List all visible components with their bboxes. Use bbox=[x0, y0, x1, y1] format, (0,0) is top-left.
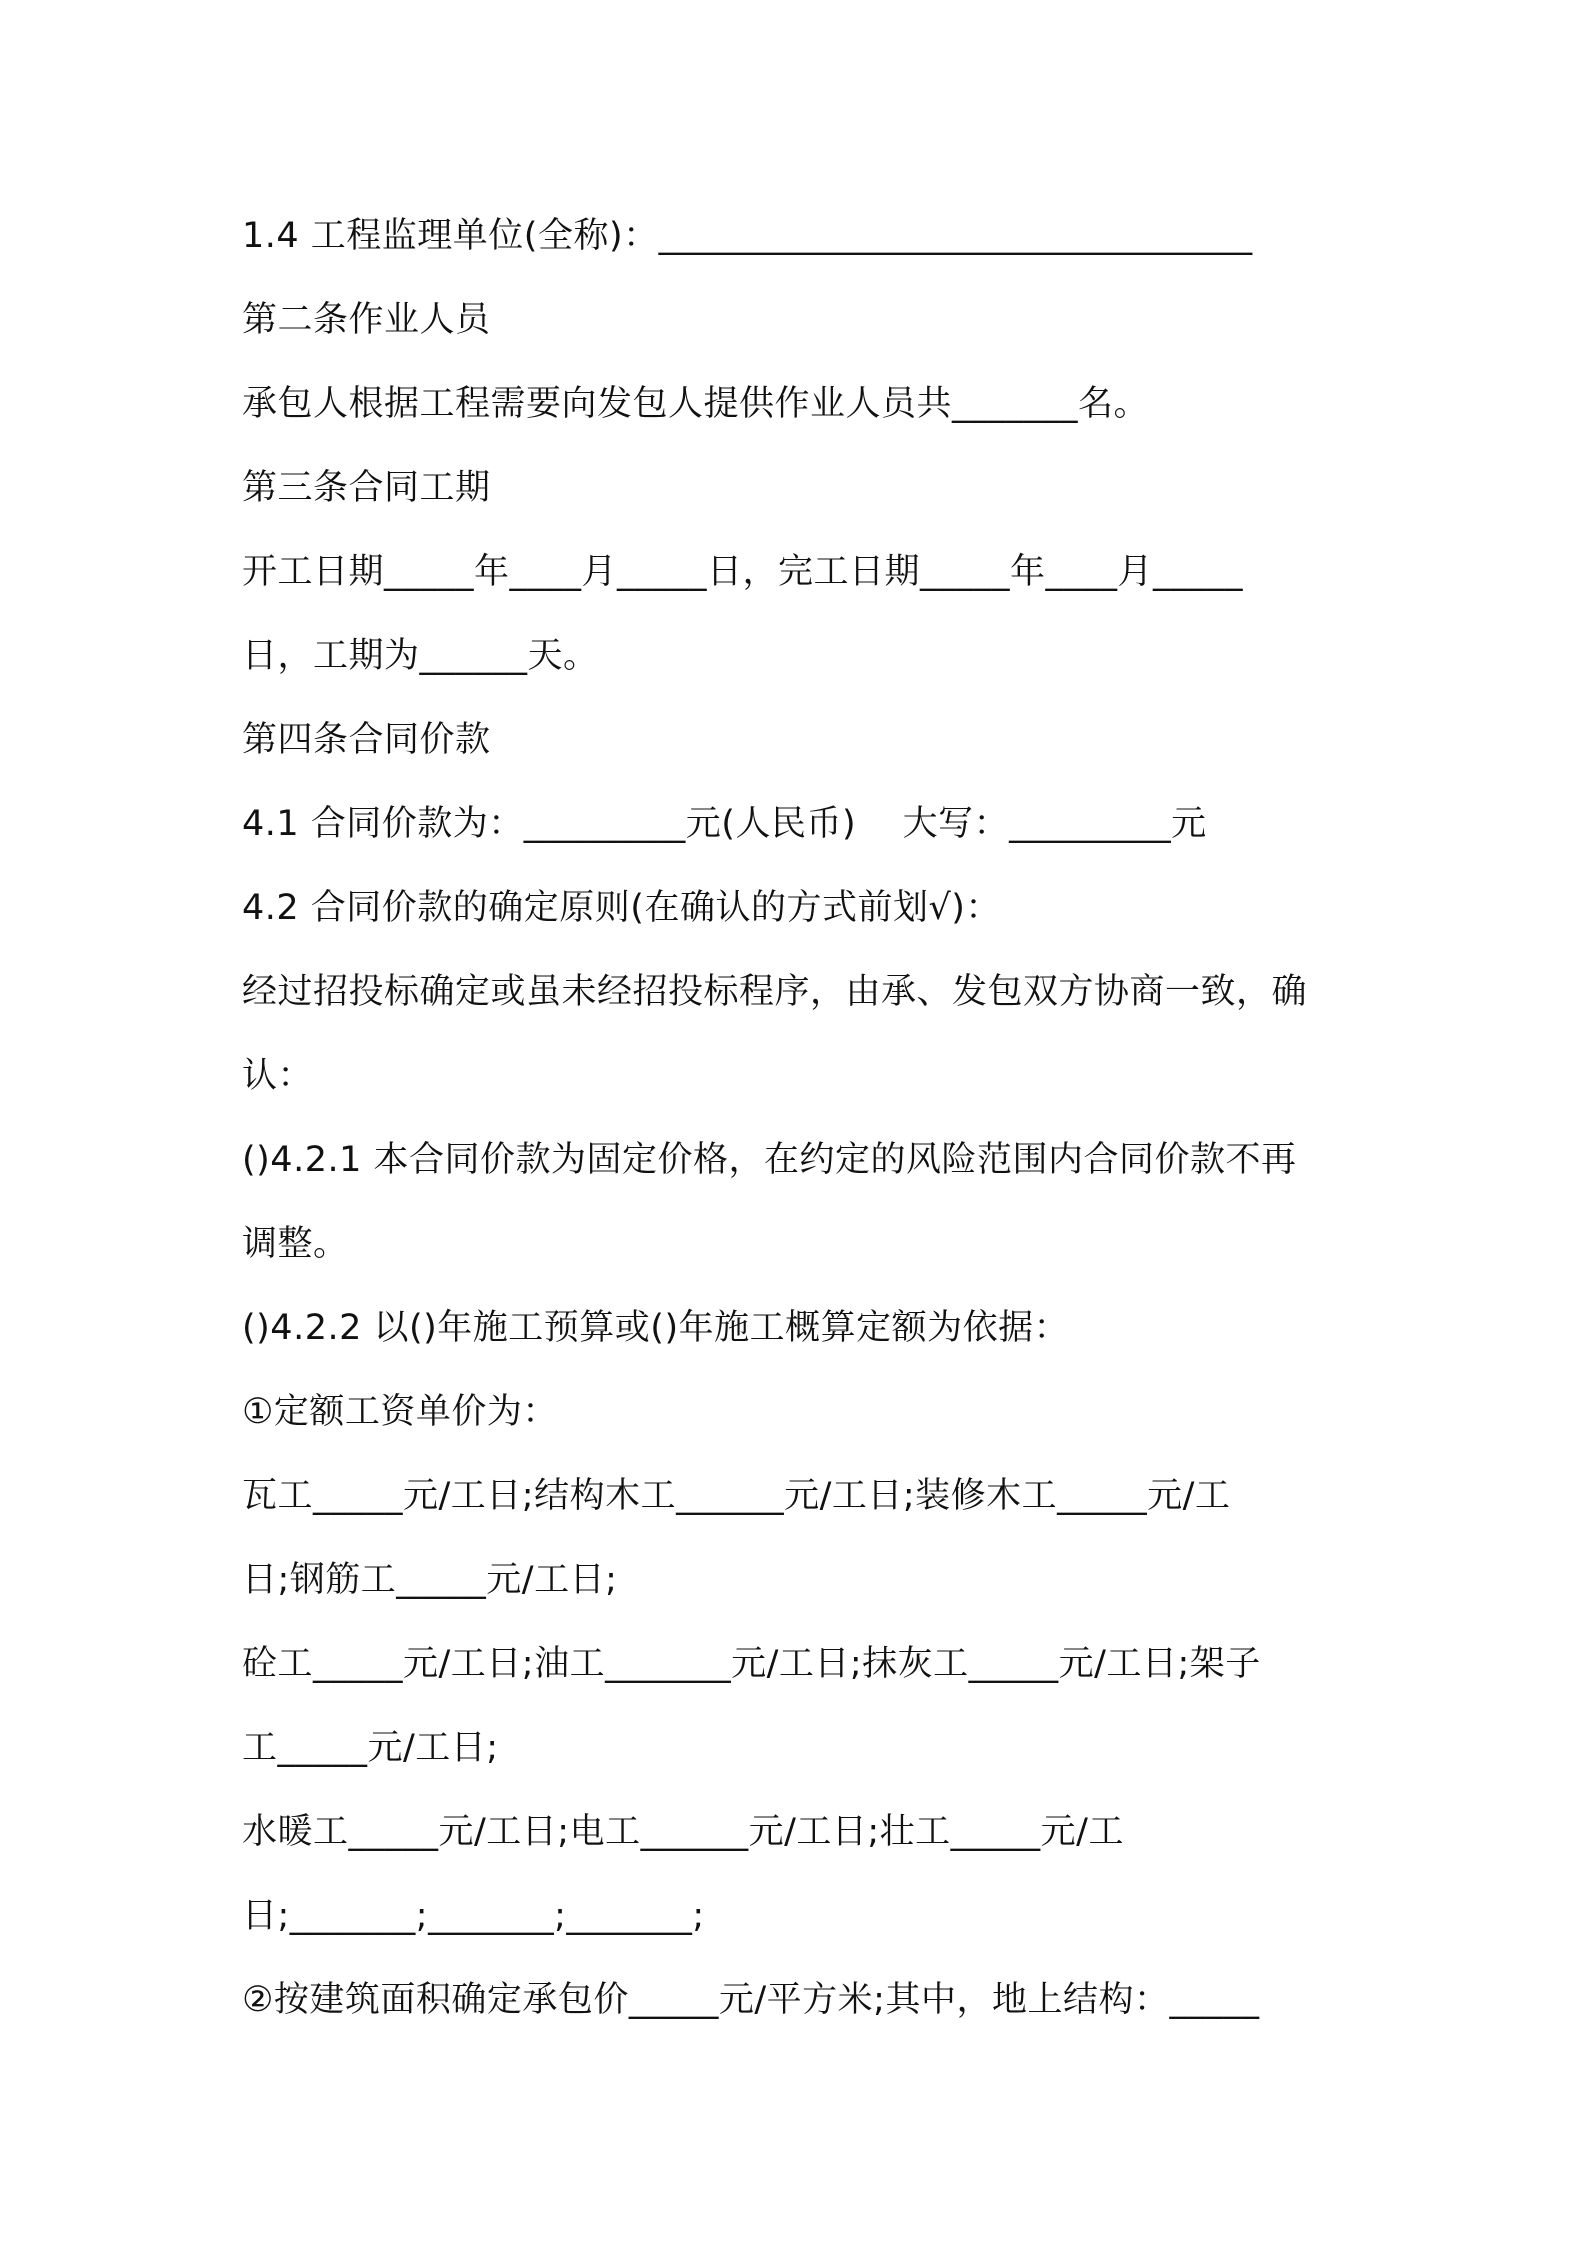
item-1-wage-heading: ①定额工资单价为： bbox=[242, 1392, 558, 1432]
clause-1-4-supervision-unit: 1.4 工程监理单位(全称)：_________________________________ bbox=[242, 216, 1253, 256]
clause-4-1-contract-price: 4.1 合同价款为：_________元(人民币) 大写：_________元 bbox=[242, 804, 1207, 844]
article-3-body-line-2: 日，工期为______天。 bbox=[242, 636, 599, 676]
article-3-heading: 第三条合同工期 bbox=[242, 468, 491, 508]
wage-line-1: 瓦工_____元/工日;结构木工______元/工日;装修木工_____元/工 bbox=[242, 1476, 1231, 1516]
article-4-heading: 第四条合同价款 bbox=[242, 720, 491, 760]
article-2-body: 承包人根据工程需要向发包人提供作业人员共_______名。 bbox=[242, 384, 1150, 424]
article-2-heading: 第二条作业人员 bbox=[242, 300, 491, 340]
wage-line-2: 日;钢筋工_____元/工日; bbox=[242, 1560, 618, 1600]
clause-4-2-1-line-2: 调整。 bbox=[242, 1224, 349, 1264]
clause-4-2-intro-line-1: 经过招投标确定或虽未经招投标程序，由承、发包双方协商一致，确 bbox=[242, 972, 1308, 1012]
clause-4-2-1-line-1: ()4.2.1 本合同价款为固定价格，在约定的风险范围内合同价款不再 bbox=[242, 1140, 1297, 1180]
item-2-area-price: ②按建筑面积确定承包价_____元/平方米;其中，地上结构：_____ bbox=[242, 1980, 1260, 2020]
wage-line-6: 日;_______;_______;_______; bbox=[242, 1896, 705, 1936]
article-3-body-line-1: 开工日期_____年____月_____日，完工日期_____年____月_____ bbox=[242, 552, 1244, 592]
clause-4-2-intro-line-2: 认： bbox=[242, 1056, 314, 1096]
wage-line-4: 工_____元/工日; bbox=[242, 1728, 499, 1768]
wage-line-5: 水暖工_____元/工日;电工______元/工日;壮工_____元/工 bbox=[242, 1812, 1124, 1852]
wage-line-3: 砼工_____元/工日;油工_______元/工日;抹灰工_____元/工日;架子 bbox=[242, 1644, 1261, 1684]
clause-4-2-2: ()4.2.2 以()年施工预算或()年施工概算定额为依据： bbox=[242, 1308, 1070, 1348]
clause-4-2-heading: 4.2 合同价款的确定原则(在确认的方式前划√)： bbox=[242, 888, 1001, 928]
